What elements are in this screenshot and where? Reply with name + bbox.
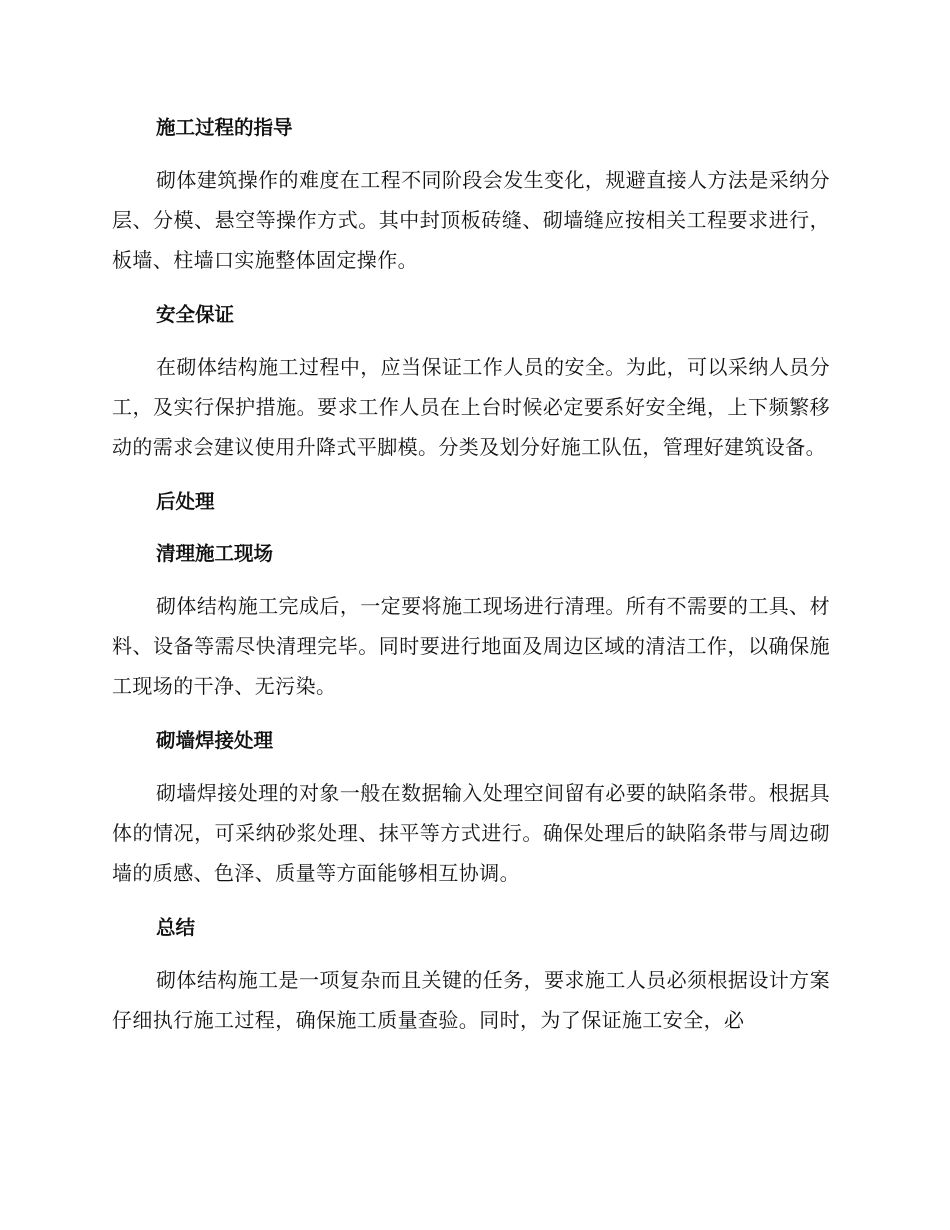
section-paragraph: 砌体结构施工是一项复杂而且关键的任务，要求施工人员必须根据设计方案仔细执行施工过程，确保施工质量查验。同时，为了保证施工安全，必 [112,968,830,1032]
section-paragraph: 砌体结构施工完成后，一定要将施工现场进行清理。所有不需要的工具、材料、设备等需尽快清理完毕。同时要进行地面及周边区域的清洁工作，以确保施工现场的干净、无污染。 [112,594,830,698]
section-heading: 清理施工现场 [156,542,274,565]
section-heading: 安全保证 [156,303,235,326]
section-paragraph: 砌墙焊接处理的对象一般在数据输入处理空间留有必要的缺陷条带。根据具体的情况，可采纳砂浆处理、抹平等方式进行。确保处理后的缺陷条带与周边砌墙的质感、色泽、质量等方面能够相互协调。 [112,781,830,885]
section-paragraph: 砌体建筑操作的难度在工程不同阶段会发生变化，规避直接人方法是采纳分层、分模、悬空等操作方式。其中封顶板砖缝、砌墙缝应按相关工程要求进行，板墙、柱墙口实施整体固定操作。 [112,168,830,272]
section-paragraph: 在砌体结构施工过程中，应当保证工作人员的安全。为此，可以采纳人员分工，及实行保护措施。要求工作人员在上台时候必定要系好安全绳，上下频繁移动的需求会建议使用升降式平脚模。分类及划分好施工队伍，管理好建筑设备。 [112,355,830,459]
section-heading: 施工过程的指导 [156,116,293,139]
section-heading: 砌墙焊接处理 [156,729,274,752]
document-body [112,108,830,1055]
section-heading: 后处理 [156,490,215,513]
section-heading: 总结 [156,916,196,939]
